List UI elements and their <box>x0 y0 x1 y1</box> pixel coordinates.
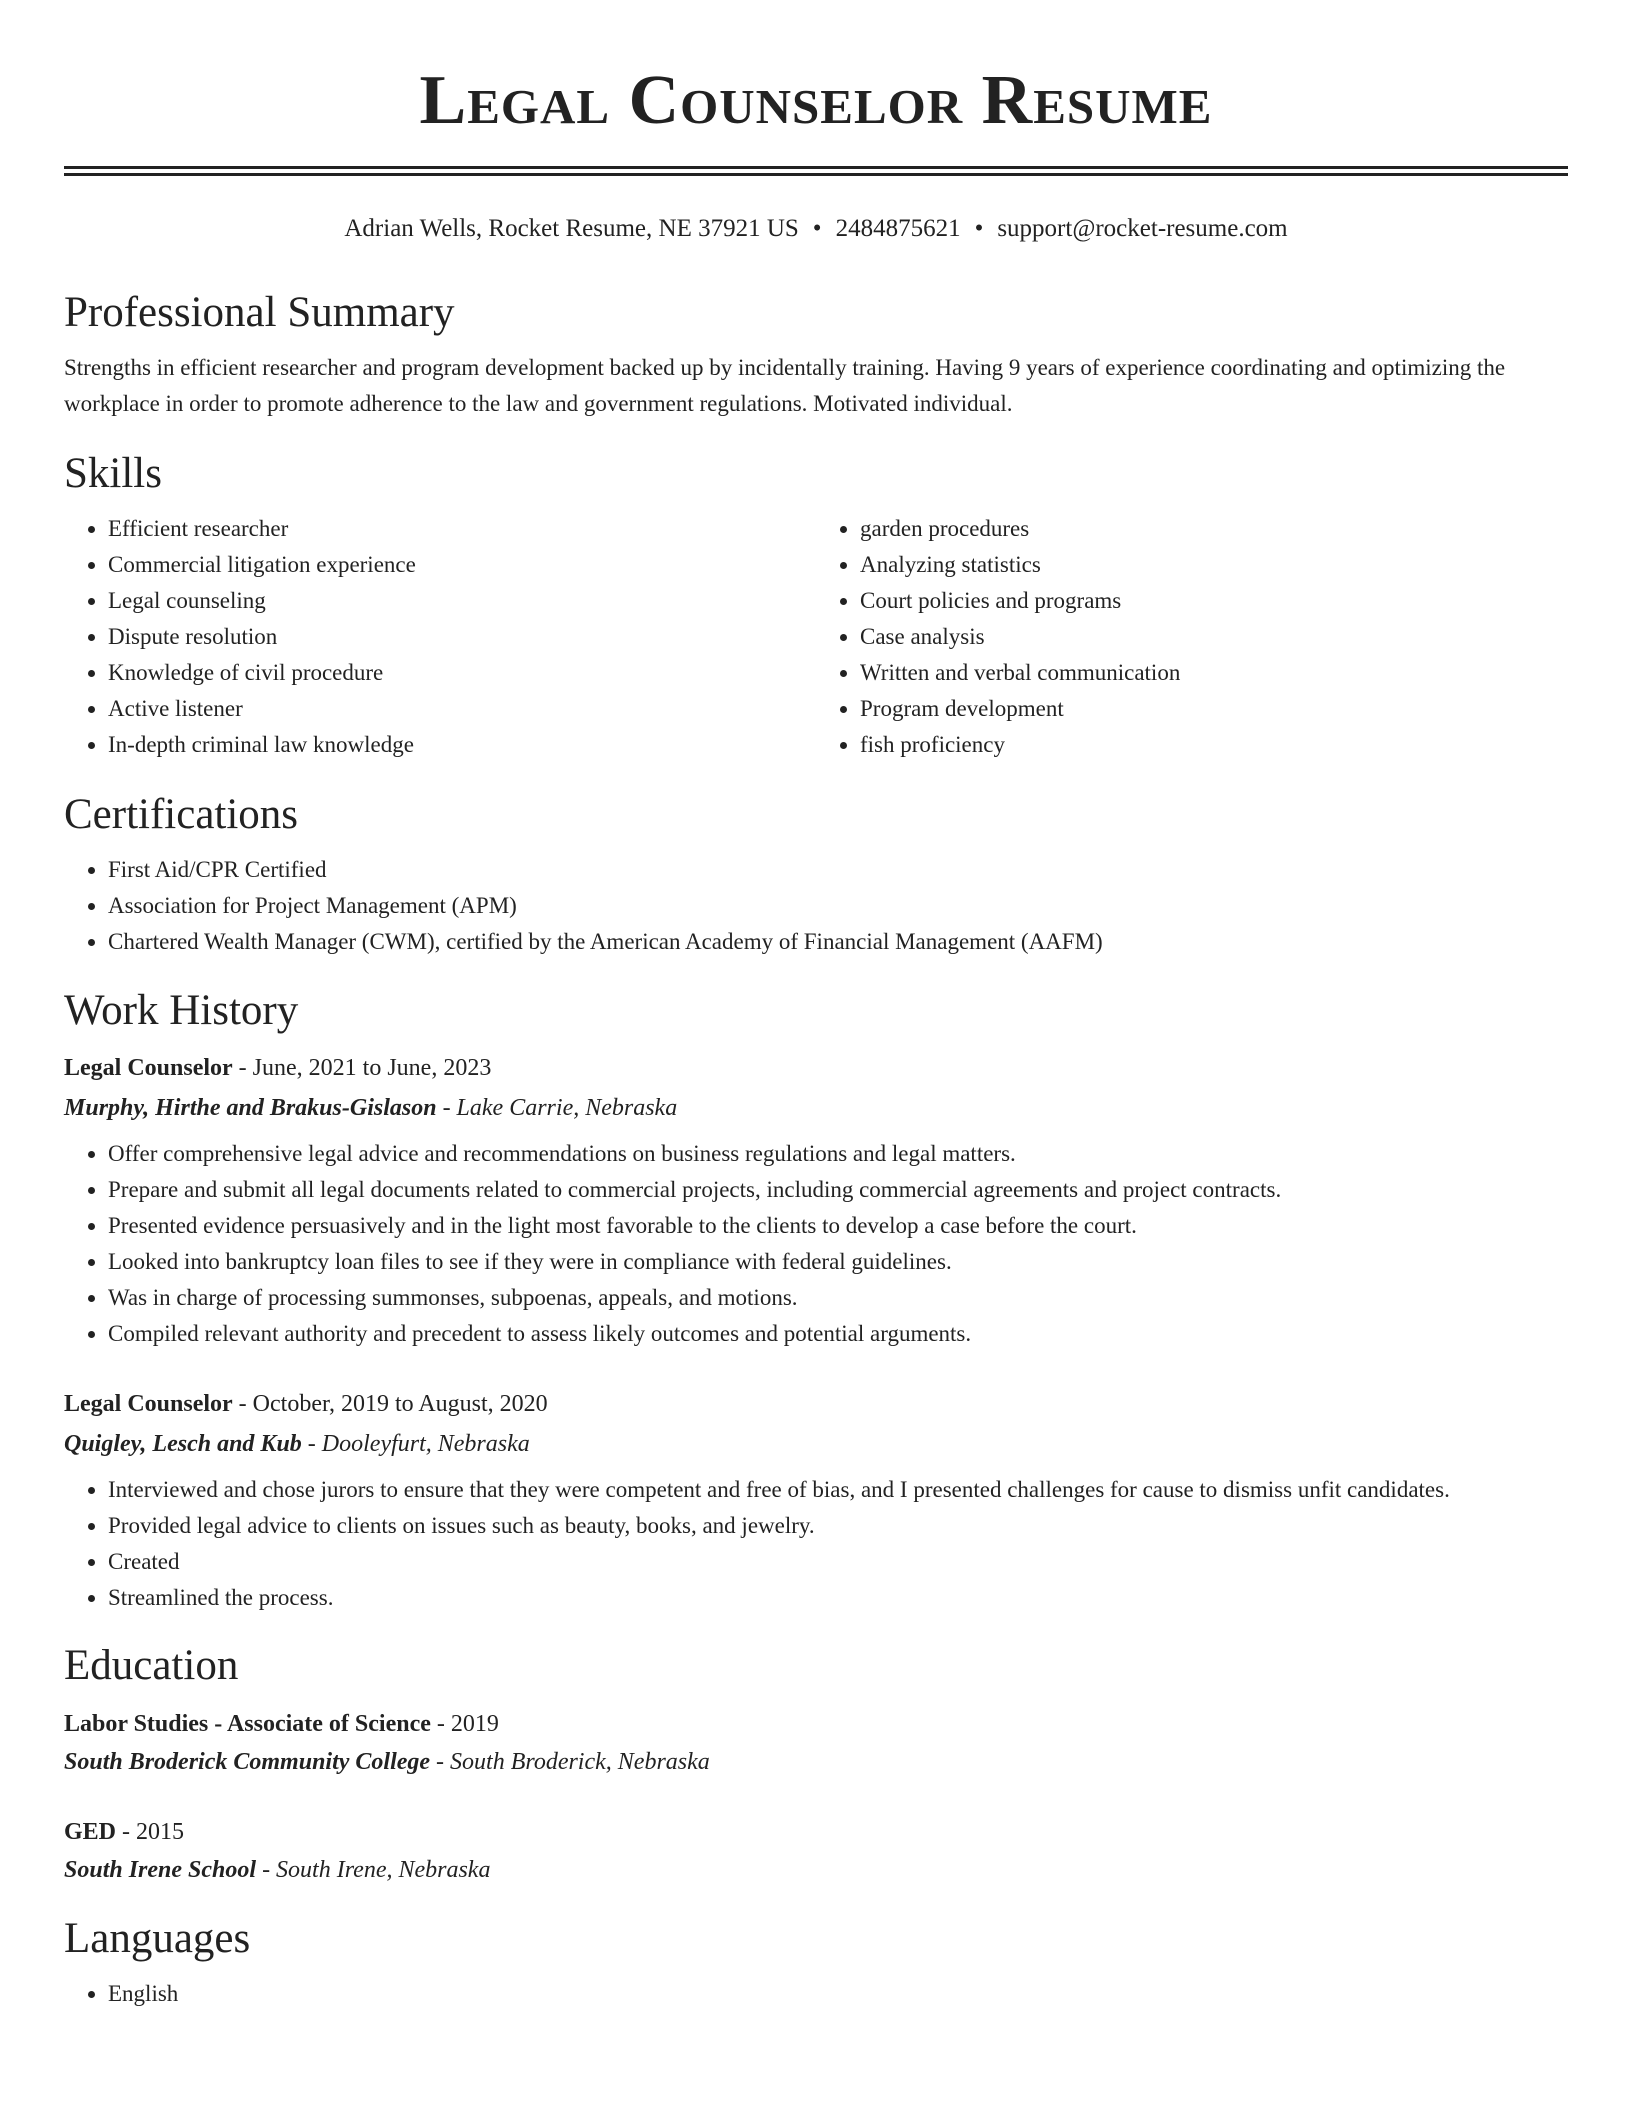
certifications-heading: Certifications <box>64 791 299 838</box>
skill-item: • Active listener <box>108 691 816 727</box>
job-bullets <box>64 1136 1568 1352</box>
languages-heading: Languages <box>64 1915 251 1962</box>
job-company: Murphy, Hirthe and Brakus-Gislason <box>64 1095 437 1121</box>
job-company-line <box>64 1088 1568 1128</box>
contact-address: Adrian Wells, Rocket Resume, NE 37921 US <box>344 215 799 242</box>
job-bullet: • Created <box>108 1544 1568 1580</box>
job-entry <box>64 1384 1568 1616</box>
job-dates: - June, 2021 to June, 2023 <box>238 1055 492 1081</box>
certification-item: • First Aid/CPR Certified <box>108 852 1568 888</box>
skill-item: • In-depth criminal law knowledge <box>108 727 816 763</box>
job-bullet: • Prepare and submit all legal documents related to commercial projects, including commercial agreements and project contracts. <box>108 1172 1568 1208</box>
education-degree: Labor Studies - Associate of Science <box>64 1711 431 1737</box>
job-bullet: • Was in charge of processing summonses, subpoenas, appeals, and motions. <box>108 1280 1568 1316</box>
summary-text: Strengths in efficient researcher and program development backed up by incidentally training. Having 9 years of experience coordinating and optimizing the workplace in order to promote adherence to the law and government regulations. Motivated individual. <box>64 355 1506 416</box>
work-history-heading: Work History <box>64 987 299 1034</box>
job-bullet: • Presented evidence persuasively and in the light most favorable to the clients to develop a case before the court. <box>108 1208 1568 1244</box>
education-school: South Broderick Community College <box>64 1749 431 1775</box>
skill-item: • Legal counseling <box>108 583 816 619</box>
language-item: • English <box>108 1976 1568 2012</box>
job-bullet: • Streamlined the process. <box>108 1580 1568 1616</box>
contact-separator: • <box>974 215 984 242</box>
job-company-line <box>64 1424 1568 1464</box>
certification-item: • Association for Project Management (APM) <box>108 888 1568 924</box>
education-school-line <box>64 1851 1568 1889</box>
skill-item: • Case analysis <box>860 619 1568 655</box>
job-title: Legal Counselor <box>64 1055 233 1081</box>
job-bullet: • Provided legal advice to clients on issues such as beauty, books, and jewelry. <box>108 1508 1568 1544</box>
job-title: Legal Counselor <box>64 1391 233 1417</box>
job-location: - Lake Carrie, Nebraska <box>442 1095 678 1121</box>
job-bullet: • Interviewed and chose jurors to ensure that they were competent and free of bias, and I presented challenges for cause to dismiss unfit candidates. <box>108 1472 1568 1508</box>
skill-item: • Court policies and programs <box>860 583 1568 619</box>
education-year: - 2019 <box>436 1711 499 1737</box>
skill-item: • fish proficiency <box>860 727 1568 763</box>
job-bullet: • Compiled relevant authority and precedent to assess likely outcomes and potential arguments. <box>108 1316 1568 1352</box>
job-bullet: • Looked into bankruptcy loan files to see if they were in compliance with federal guidelines. <box>108 1244 1568 1280</box>
summary-heading: Professional Summary <box>64 289 455 336</box>
certifications-list <box>64 852 1568 960</box>
job-bullet: • Offer comprehensive legal advice and recommendations on business regulations and legal matters. <box>108 1136 1568 1172</box>
skills-list-right <box>816 511 1568 763</box>
education-school-line <box>64 1743 1568 1781</box>
skill-item: • Program development <box>860 691 1568 727</box>
education-entry <box>64 1705 1568 1781</box>
education-school: South Irene School <box>64 1857 257 1883</box>
skill-item: • Written and verbal communication <box>860 655 1568 691</box>
skill-item: • garden procedures <box>860 511 1568 547</box>
job-title-line <box>64 1384 1568 1424</box>
job-company: Quigley, Lesch and Kub <box>64 1431 302 1457</box>
skill-item: • Analyzing statistics <box>860 547 1568 583</box>
skill-item: • Knowledge of civil procedure <box>108 655 816 691</box>
job-dates: - October, 2019 to August, 2020 <box>238 1391 548 1417</box>
job-title-line <box>64 1048 1568 1088</box>
page-title: Legal Counselor Resume <box>419 62 1213 139</box>
contact-separator: • <box>812 215 822 242</box>
education-location: - South Broderick, Nebraska <box>436 1749 710 1775</box>
languages-list <box>64 1976 1568 2012</box>
contact-email[interactable]: support@rocket-resume.com <box>997 215 1288 242</box>
contact-line <box>64 212 1568 246</box>
skills-heading: Skills <box>64 450 162 497</box>
title-double-rule <box>64 166 1568 176</box>
contact-phone: 2484875621 <box>835 215 961 242</box>
education-location: - South Irene, Nebraska <box>262 1857 491 1883</box>
job-location: - Dooleyfurt, Nebraska <box>307 1431 530 1457</box>
skills-list-left <box>64 511 816 763</box>
job-entry <box>64 1048 1568 1352</box>
skills-grid <box>64 511 1568 763</box>
education-entry <box>64 1813 1568 1889</box>
job-bullets <box>64 1472 1568 1616</box>
education-degree-line <box>64 1705 1568 1743</box>
skill-item: • Commercial litigation experience <box>108 547 816 583</box>
certification-item: • Chartered Wealth Manager (CWM), certified by the American Academy of Financial Management (AAFM) <box>108 924 1568 960</box>
skill-item: • Efficient researcher <box>108 511 816 547</box>
education-degree-line <box>64 1813 1568 1851</box>
skill-item: • Dispute resolution <box>108 619 816 655</box>
education-degree: GED <box>64 1819 117 1845</box>
education-year: - 2015 <box>122 1819 185 1845</box>
education-heading: Education <box>64 1642 239 1689</box>
